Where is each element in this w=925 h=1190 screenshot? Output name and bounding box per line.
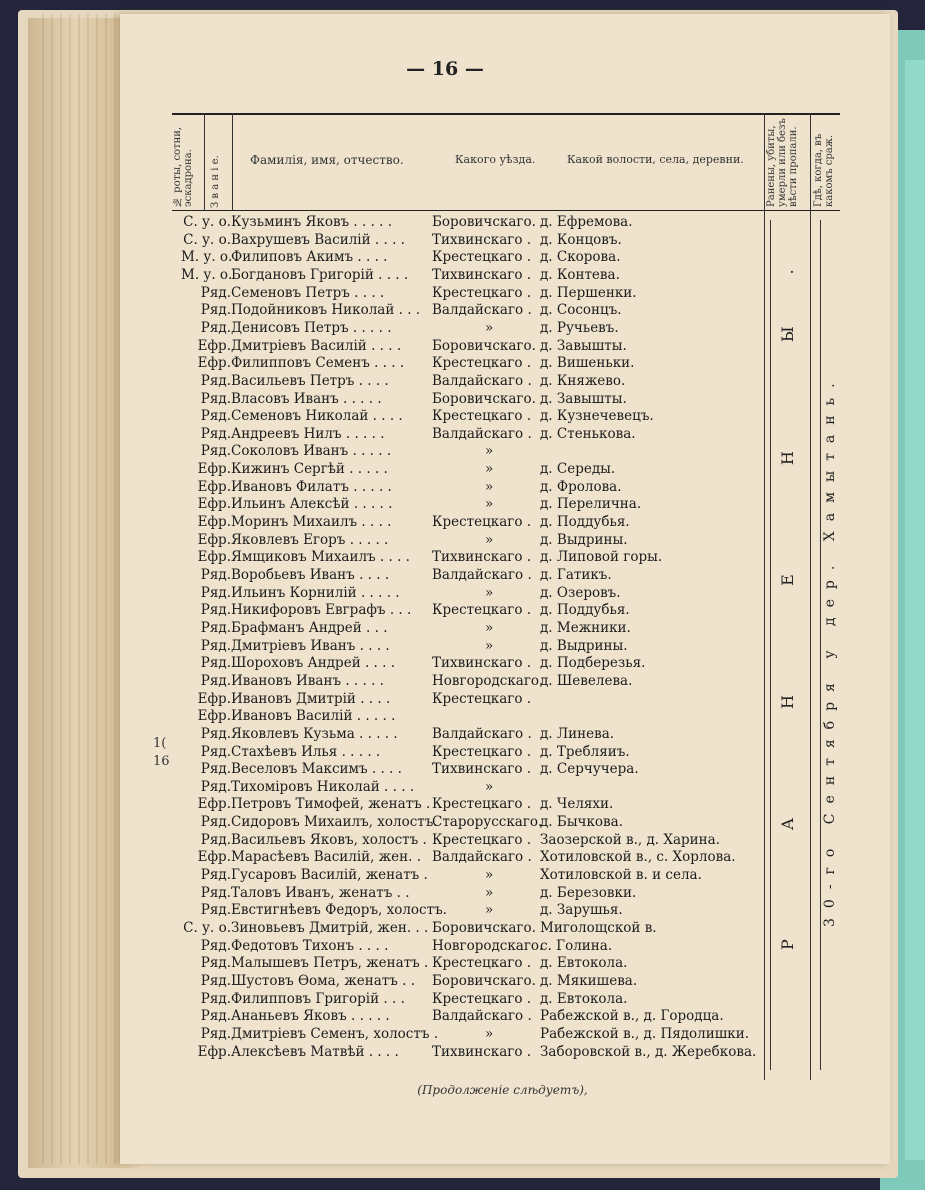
cell-volost: Миголощской в. [540, 920, 657, 936]
cell-rank: Ряд. [200, 302, 231, 319]
cell-rank: Ефр. [197, 708, 231, 725]
cell-name: Вахрушевъ Василій . . . . [231, 231, 405, 248]
cell-name: Семеновъ Николай . . . . [231, 408, 403, 425]
header-name: Фамилія, имя, отчество. [250, 153, 404, 167]
cell-rank: М. у. о. [181, 249, 233, 266]
cell-rank: Ефр. [197, 549, 231, 566]
cell-volost: д. Першенки. [540, 284, 637, 301]
cell-rank: Ефр. [197, 849, 231, 866]
cell-uezd: Новгородскаго. [432, 672, 544, 689]
cell-rank: Ряд. [200, 743, 231, 760]
cell-volost: д. Контева. [540, 266, 620, 283]
cell-name: Андреевъ Нилъ . . . . . [231, 425, 385, 442]
cell-name: Шустовъ Ѳома, женатъ . . [231, 972, 415, 989]
cell-name: Васильевъ Петръ . . . . [231, 372, 389, 389]
page-edge-texture [42, 14, 132, 1164]
cell-rank: Ряд. [200, 637, 231, 654]
cell-rank: С. у. о. [183, 231, 231, 248]
cell-uezd: Боровичскаго. [432, 920, 536, 936]
cell-rank: Ефр. [197, 690, 231, 707]
header-uezd: Какого уѣзда. [455, 153, 536, 166]
cell-rank: Ряд. [200, 655, 231, 672]
cell-name: Филиповъ Акимъ . . . . [231, 249, 388, 266]
cell-volost: д. Вишеньки. [540, 355, 635, 372]
cell-volost: Рабежской в., д. Городца. [540, 1008, 724, 1025]
cell-uezd: Валдайскаго . [432, 567, 532, 583]
cell-name: Ивановъ Иванъ . . . . . [231, 672, 384, 689]
cell-uezd: » [485, 461, 494, 478]
cell-rank: Ряд. [200, 619, 231, 636]
cell-volost: Хотиловской в., с. Хорлова. [540, 849, 736, 866]
cell-name: Васильевъ Яковъ, холостъ . [231, 831, 427, 848]
cell-uezd: » [485, 884, 494, 901]
cell-name: Кузьминъ Яковъ . . . . . [231, 214, 393, 230]
cell-name: Воробьевъ Иванъ . . . . [231, 567, 390, 583]
cell-uezd: Тихвинскаго . [432, 761, 532, 778]
page-number: — 16 — [406, 58, 484, 80]
cell-name: Федотовъ Тихонъ . . . . [231, 937, 389, 954]
cell-name: Дмитріевъ Семенъ, холостъ . [231, 1025, 438, 1042]
cell-volost: Хотиловской в. и села. [540, 867, 702, 884]
header-volost: Какой волости, села, деревни. [567, 153, 744, 166]
cell-name: Богдановъ Григорій . . . . [231, 266, 409, 283]
cell-rank: Ряд. [200, 902, 231, 919]
cell-rank: Ряд. [200, 867, 231, 884]
cell-rank: Ряд. [200, 284, 231, 301]
cell-rank: Ефр. [197, 1043, 231, 1060]
cell-volost: д. Выдрины. [540, 637, 628, 654]
cell-volost: д. Выдрины. [540, 531, 628, 548]
cell-volost: д. Подберезья. [540, 655, 646, 672]
cell-uezd: Крестецкаго . [432, 355, 532, 372]
cell-volost: д. Межники. [540, 619, 631, 636]
cell-uezd: Боровичскаго. [432, 390, 536, 407]
cell-volost: д. Ефремова. [540, 214, 633, 230]
cell-uezd: Крестецкаго . [432, 514, 532, 531]
cell-rank: Ряд. [200, 831, 231, 848]
cell-name: Брафманъ Андрей . . . [231, 619, 388, 636]
cell-uezd: Валдайскаго . [432, 725, 532, 742]
cell-uezd: Крестецкаго . [432, 249, 532, 266]
cell-volost: д. Шевелева. [540, 672, 633, 689]
cell-volost: д. Фролова. [540, 478, 622, 495]
column-divider [232, 113, 233, 211]
cell-uezd: Старорусскаго. [432, 814, 543, 831]
cell-uezd: Тихвинскаго . [432, 549, 532, 566]
cell-name: Ивановъ Василій . . . . . [231, 708, 396, 725]
cell-uezd: Боровичскаго. [432, 337, 536, 354]
cell-uezd: Крестецкаго . [432, 743, 532, 760]
table-top-rule [172, 113, 840, 115]
cell-uezd: Тихвинскаго . [432, 655, 532, 672]
cell-volost: д. Евтокола. [540, 990, 628, 1007]
cell-uezd: » [485, 619, 494, 636]
cell-uezd: » [485, 443, 494, 460]
cell-name: Никифоровъ Евграфъ . . . [231, 602, 412, 619]
cell-name: Малышевъ Петръ, женатъ . [231, 955, 429, 972]
cell-rank: Ряд. [200, 390, 231, 407]
cell-name: Ананьевъ Яковъ . . . . . [231, 1008, 390, 1025]
header-company: № роты, сотни, эскадрона. [172, 126, 194, 207]
cell-rank: Ряд. [200, 778, 231, 795]
cell-uezd: Крестецкаго . [432, 690, 532, 707]
cell-volost: Рабежской в., д. Пядолишки. [540, 1025, 750, 1042]
cell-uezd: Новгородскаго. [432, 937, 544, 954]
cell-name: Алексѣевъ Матвѣй . . . . [231, 1043, 399, 1060]
cell-volost: д. Гатикъ. [540, 567, 612, 583]
cell-rank: Ряд. [200, 761, 231, 778]
cell-uezd: » [485, 1025, 494, 1042]
cell-volost: д. Ручьевъ. [540, 319, 619, 336]
cell-volost: д. Скорова. [540, 249, 621, 266]
cell-name: Яковлевъ Егоръ . . . . . [231, 531, 389, 548]
cell-rank: Ряд. [200, 990, 231, 1007]
cell-name: Сидоровъ Михаилъ, холостъ. [231, 814, 438, 831]
cell-uezd: Валдайскаго . [432, 425, 532, 442]
cell-volost: д. Серчучера. [540, 761, 639, 778]
cell-uezd: » [485, 902, 494, 919]
table-header-rule [172, 210, 840, 211]
cell-name: Петровъ Тимофей, женатъ . [231, 796, 431, 813]
cell-name: Стахѣевъ Илья . . . . . [231, 743, 381, 760]
cell-name: Семеновъ Петръ . . . . [231, 284, 385, 301]
cell-volost: Заозерской в., д. Харина. [540, 831, 721, 848]
margin-mark: 16 [153, 754, 170, 769]
cell-name: Веселовъ Максимъ . . . . [231, 761, 402, 778]
cell-volost: д. Липовой горы. [540, 549, 663, 566]
cell-name: Ильинъ Корнилій . . . . . [231, 584, 400, 601]
cell-volost: д. Княжево. [540, 372, 626, 389]
cell-uezd: Валдайскаго . [432, 849, 532, 866]
cell-uezd: Боровичскаго. [432, 214, 536, 230]
cell-volost: д. Озеровъ. [540, 584, 621, 601]
cell-volost: д. Стенькова. [540, 425, 636, 442]
cell-name: Ивановъ Филатъ . . . . . [231, 478, 392, 495]
cell-rank: Ряд. [200, 443, 231, 460]
status-column-text: Р А Н Е Н Ы. [778, 217, 797, 950]
where-column-text: 30-го Сентября у дер. Хамытань. [822, 373, 838, 927]
cell-volost: д. Середы. [540, 461, 616, 478]
cell-name: Подойниковъ Николай . . . [231, 302, 421, 319]
cell-rank: Ряд. [200, 955, 231, 972]
cell-rank: Ряд. [200, 672, 231, 689]
cell-name: Моринъ Михаилъ . . . . [231, 514, 392, 531]
cell-uezd: » [485, 867, 494, 884]
cell-uezd: » [485, 778, 494, 795]
cell-rank: С. у. о. [183, 214, 231, 230]
cell-name: Власовъ Иванъ . . . . . [231, 390, 382, 407]
cell-volost: д. Завышты. [540, 390, 627, 407]
column-divider [764, 113, 765, 1080]
cell-rank: М. у. о. [181, 266, 233, 283]
cell-uezd: Тихвинскаго . [432, 1043, 532, 1060]
cell-name: Евстигнѣевъ Федоръ, холостъ. [231, 902, 447, 919]
cell-rank: Ряд. [200, 1008, 231, 1025]
cell-name: Яковлевъ Кузьма . . . . . [231, 725, 398, 742]
cell-name: Зиновьевъ Дмитрій, жен. . . [231, 920, 429, 936]
cell-rank: С. у. о. [183, 920, 231, 936]
cell-rank: Ефр. [197, 355, 231, 372]
cell-name: Филипповъ Семенъ . . . . [231, 355, 405, 372]
brace-line [770, 220, 771, 1070]
cell-uezd: Боровичскаго. [432, 972, 536, 989]
cell-name: Таловъ Иванъ, женатъ . . [231, 884, 410, 901]
cell-name: Ильинъ Алексѣй . . . . . [231, 496, 393, 513]
cell-name: Денисовъ Петръ . . . . . [231, 319, 392, 336]
cell-rank: Ряд. [200, 584, 231, 601]
cell-uezd: » [485, 319, 494, 336]
cell-volost: д. Зарушья. [540, 902, 623, 919]
header-where: Гдѣ, когда, въ какомъ сраж. [813, 133, 835, 207]
cell-name: Дмитріевъ Иванъ . . . . [231, 637, 390, 654]
cell-volost: д. Сосонцъ. [540, 302, 622, 319]
cell-volost: д. Березовки. [540, 884, 637, 901]
cell-name: Марасѣевъ Василій, жен. . [231, 849, 422, 866]
cell-uezd: Валдайскаго . [432, 1008, 532, 1025]
cell-uezd: Крестецкаго . [432, 990, 532, 1007]
cell-rank: Ряд. [200, 408, 231, 425]
column-divider [810, 113, 811, 1080]
cell-rank: Ефр. [197, 337, 231, 354]
cell-uezd: Валдайскаго . [432, 302, 532, 319]
cell-uezd: Крестецкаго . [432, 831, 532, 848]
cell-name: Соколовъ Иванъ . . . . . [231, 443, 392, 460]
cell-uezd: Крестецкаго . [432, 602, 532, 619]
cell-name: Ивановъ Дмитрій . . . . [231, 690, 391, 707]
cell-rank: Ефр. [197, 478, 231, 495]
cell-volost: д. Линева. [540, 725, 615, 742]
cell-name: Ямщиковъ Михаилъ . . . . [231, 549, 410, 566]
cell-name: Шороховъ Андрей . . . . [231, 655, 396, 672]
cell-uezd: » [485, 478, 494, 495]
header-status: Ранены, убиты, умерли или безъ вѣсти пропали. [766, 118, 799, 207]
cell-uezd: Крестецкаго . [432, 955, 532, 972]
cell-rank: Ефр. [197, 531, 231, 548]
cell-rank: Ряд. [200, 937, 231, 954]
cell-volost: д. Перелична. [540, 496, 642, 513]
cell-rank: Ряд. [200, 372, 231, 389]
cell-uezd: Крестецкаго . [432, 284, 532, 301]
book-cover-edge-inner [905, 60, 925, 1160]
cell-rank: Ефр. [197, 796, 231, 813]
cell-rank: Ефр. [197, 514, 231, 531]
cell-rank: Ряд. [200, 972, 231, 989]
cell-uezd: Тихвинскаго . [432, 231, 532, 248]
cell-volost: д. Требляиъ. [540, 743, 630, 760]
cell-rank: Ряд. [200, 425, 231, 442]
cell-volost: д. Челяхи. [540, 796, 614, 813]
cell-uezd: » [485, 531, 494, 548]
cell-volost: д. Бычкова. [540, 814, 623, 831]
cell-volost: д. Концовъ. [540, 231, 622, 248]
cell-rank: Ряд. [200, 567, 231, 583]
margin-mark: 1( [153, 736, 167, 751]
cell-name: Дмитріевъ Василій . . . . [231, 337, 402, 354]
cell-volost: Заборовской в., д. Жеребкова. [540, 1043, 757, 1060]
cell-rank: Ряд. [200, 814, 231, 831]
cell-uezd: Тихвинскаго . [432, 266, 532, 283]
cell-uezd: Крестецкаго . [432, 796, 532, 813]
cell-name: Кижинъ Сергѣй . . . . . [231, 461, 388, 478]
cell-uezd: Валдайскаго . [432, 372, 532, 389]
cell-rank: Ряд. [200, 725, 231, 742]
cell-rank: Ряд. [200, 602, 231, 619]
column-divider [204, 113, 205, 211]
continuation-note: (Продолженіе слѣдуетъ), [417, 1083, 588, 1097]
header-rank: З в а н і е. [210, 155, 221, 208]
cell-volost: д. Поддубья. [540, 514, 630, 531]
cell-volost: д. Мякишева. [540, 972, 638, 989]
cell-uezd: » [485, 496, 494, 513]
cell-rank: Ряд. [200, 884, 231, 901]
cell-volost: д. Поддубья. [540, 602, 630, 619]
cell-rank: Ряд. [200, 1025, 231, 1042]
cell-name: Тихоміровъ Николай . . . . [231, 778, 415, 795]
cell-name: Гусаровъ Василій, женатъ . [231, 867, 428, 884]
cell-rank: Ефр. [197, 496, 231, 513]
cell-uezd: Крестецкаго . [432, 408, 532, 425]
cell-volost: с. Голина. [540, 937, 613, 954]
cell-volost: д. Евтокола. [540, 955, 628, 972]
cell-uezd: » [485, 637, 494, 654]
cell-rank: Ефр. [197, 461, 231, 478]
cell-uezd: » [485, 584, 494, 601]
cell-name: Филипповъ Григорій . . . [231, 990, 405, 1007]
cell-volost: д. Завышты. [540, 337, 627, 354]
brace-line [820, 220, 821, 1070]
cell-rank: Ряд. [200, 319, 231, 336]
cell-volost: д. Кузнечевецъ. [540, 408, 654, 425]
